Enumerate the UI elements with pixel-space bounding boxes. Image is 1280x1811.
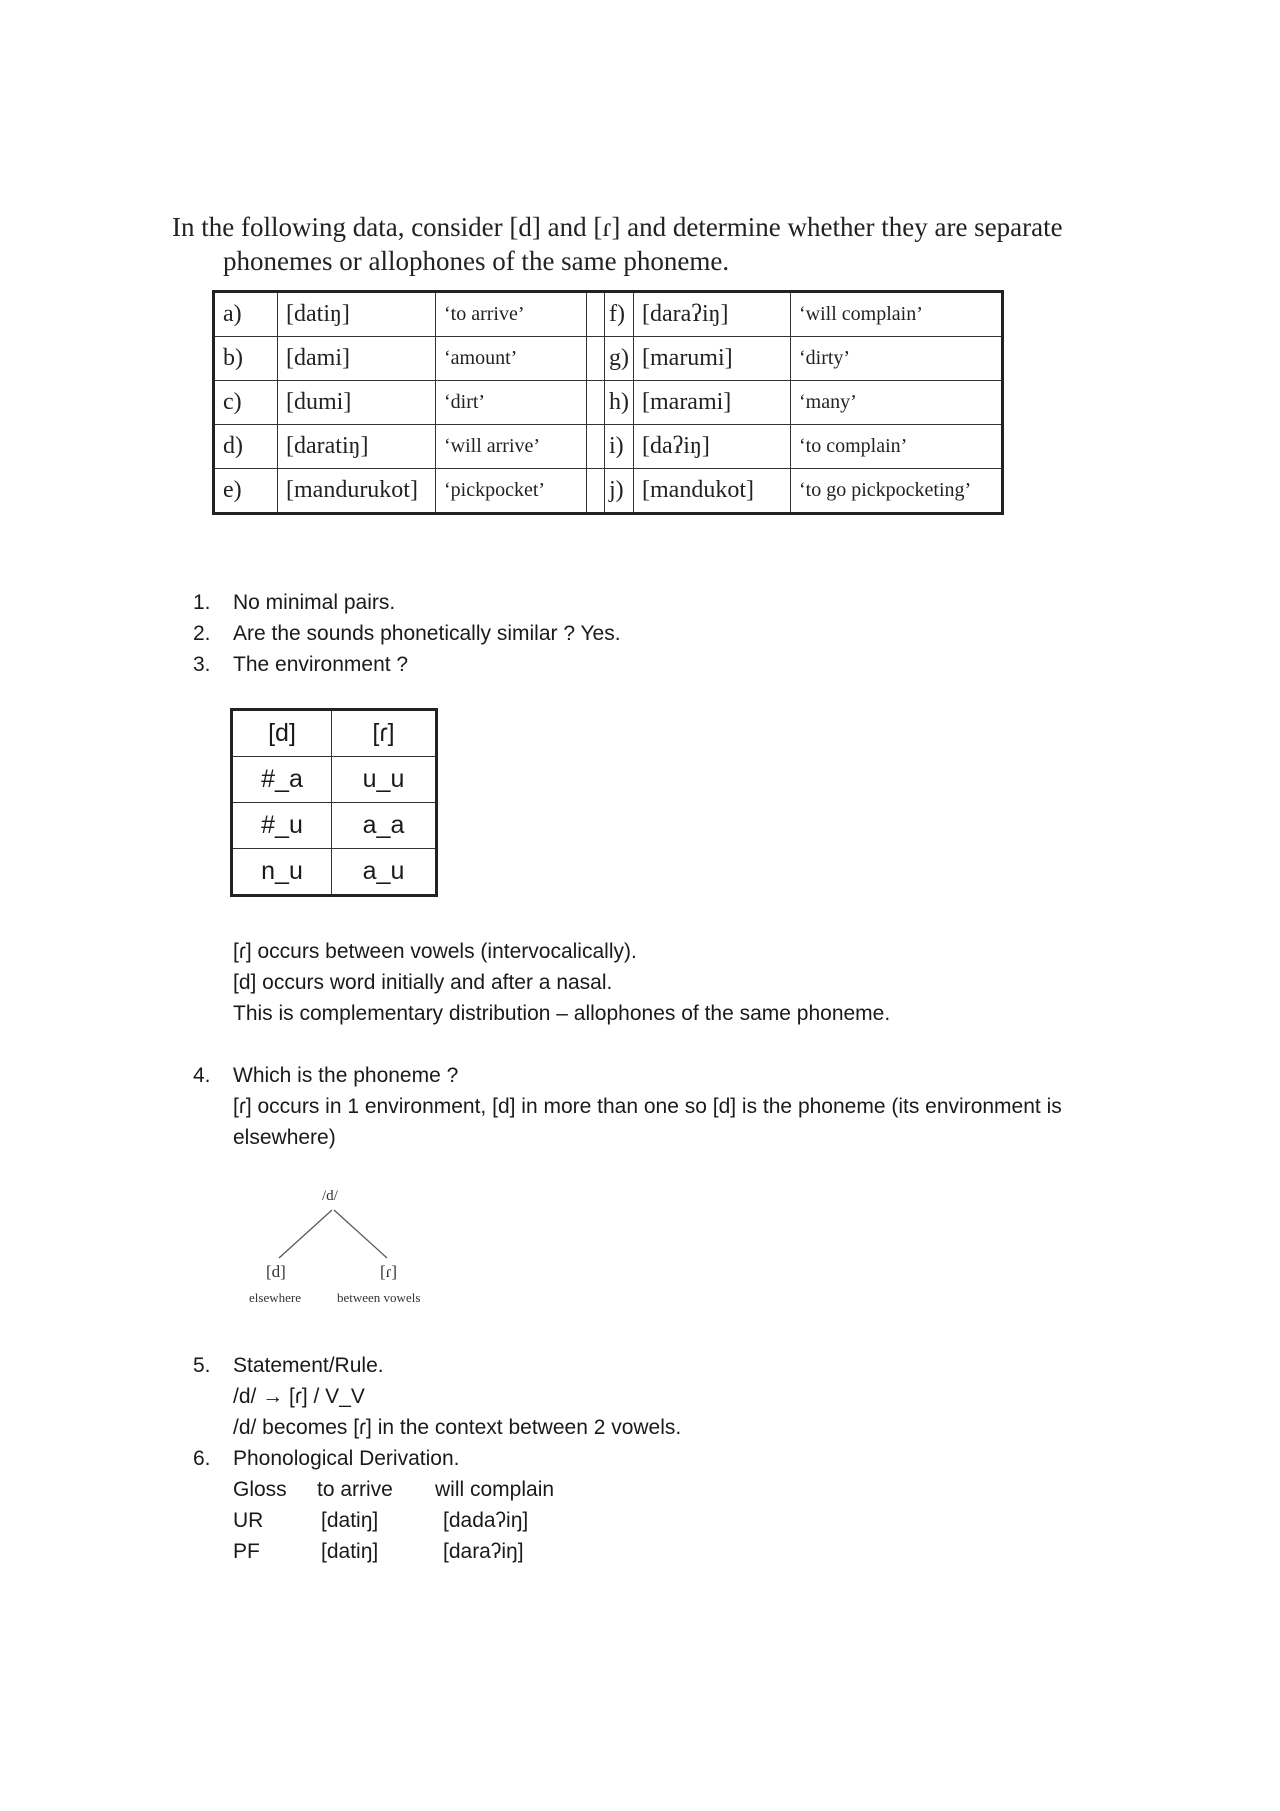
table-row bbox=[214, 292, 1003, 337]
list-number: 4. bbox=[193, 1064, 211, 1087]
gloss: ‘amount’ bbox=[436, 337, 587, 381]
spacer-cell bbox=[587, 337, 605, 381]
gloss: ‘dirty’ bbox=[791, 337, 1003, 381]
analysis-paragraph bbox=[233, 936, 890, 1029]
derivation-row bbox=[233, 1474, 1133, 1505]
tree-left-label: elsewhere bbox=[249, 1290, 301, 1305]
word-form: [mandukot] bbox=[634, 469, 791, 514]
list-item bbox=[193, 649, 621, 680]
item-label: c) bbox=[214, 381, 278, 425]
word-form: [datiŋ] bbox=[278, 292, 436, 337]
table-row bbox=[214, 337, 1003, 381]
list-number: 5. bbox=[193, 1354, 211, 1377]
analysis-line: [ɾ] occurs between vowels (intervocalically). bbox=[233, 940, 637, 963]
derivation-row bbox=[233, 1505, 1133, 1536]
table-row bbox=[214, 381, 1003, 425]
list-number: 1. bbox=[193, 591, 211, 614]
table-cell: #_u bbox=[232, 803, 332, 849]
intro-line-2: phonemes or allophones of the same phoneme. bbox=[223, 246, 730, 276]
word-form: [dumi] bbox=[278, 381, 436, 425]
step-4 bbox=[193, 1060, 1133, 1153]
left-branch-line bbox=[279, 1210, 332, 1258]
item-label: e) bbox=[214, 469, 278, 514]
steps-5-6 bbox=[193, 1350, 1133, 1567]
step-title: Which is the phoneme ? bbox=[233, 1064, 459, 1087]
data-table bbox=[212, 290, 1004, 515]
gloss: ‘many’ bbox=[791, 381, 1003, 425]
item-label: f) bbox=[605, 292, 634, 337]
list-number: 6. bbox=[193, 1447, 211, 1470]
step-title: Phonological Derivation. bbox=[233, 1447, 460, 1470]
gloss: ‘to arrive’ bbox=[436, 292, 587, 337]
phoneme-tree-diagram bbox=[233, 1188, 463, 1318]
tree-left-node: [d] bbox=[266, 1262, 286, 1281]
tree-right-label: between vowels bbox=[337, 1290, 421, 1305]
rule-explanation: /d/ becomes [ɾ] in the context between 2 vowels. bbox=[233, 1416, 682, 1439]
word-form: [daʔiŋ] bbox=[634, 425, 791, 469]
table-row bbox=[232, 757, 437, 803]
table-row bbox=[232, 849, 437, 896]
spacer-cell bbox=[587, 425, 605, 469]
analysis-line: This is complementary distribution – allophones of the same phoneme. bbox=[233, 1002, 891, 1025]
table-cell: a_u bbox=[332, 849, 437, 896]
item-label: b) bbox=[214, 337, 278, 381]
word-form: [marami] bbox=[634, 381, 791, 425]
steps-list bbox=[193, 587, 621, 680]
word-form: [daratiŋ] bbox=[278, 425, 436, 469]
step-text-line: elsewhere) bbox=[233, 1126, 336, 1149]
derivation-cell: to arrive bbox=[317, 1478, 393, 1501]
gloss: ‘will arrive’ bbox=[436, 425, 587, 469]
derivation-cell: will complain bbox=[435, 1478, 555, 1501]
list-text: No minimal pairs. bbox=[233, 591, 396, 614]
word-form: [daraʔiŋ] bbox=[634, 292, 791, 337]
derivation-label: PF bbox=[233, 1540, 260, 1563]
derivation-cell: [datiŋ] bbox=[321, 1540, 379, 1563]
table-row bbox=[232, 803, 437, 849]
derivation-label: UR bbox=[233, 1509, 264, 1532]
list-text: The environment ? bbox=[233, 653, 409, 676]
gloss: ‘pickpocket’ bbox=[436, 469, 587, 514]
table-row bbox=[214, 469, 1003, 514]
item-label: i) bbox=[605, 425, 634, 469]
derivation-cell: [dadaʔiŋ] bbox=[443, 1509, 529, 1532]
environment-table bbox=[230, 708, 438, 897]
gloss: ‘to go pickpocketing’ bbox=[791, 469, 1003, 514]
tree-right-node: [ɾ] bbox=[380, 1262, 397, 1281]
item-label: g) bbox=[605, 337, 634, 381]
table-header-row bbox=[232, 710, 437, 757]
word-form: [dami] bbox=[278, 337, 436, 381]
list-text: Are the sounds phonetically similar ? Yes. bbox=[233, 622, 621, 645]
item-label: j) bbox=[605, 469, 634, 514]
item-label: h) bbox=[605, 381, 634, 425]
intro-line-1: In the following data, consider [d] and [ɾ] and determine whether they are separate bbox=[172, 212, 1063, 242]
derivation-row bbox=[233, 1536, 1133, 1567]
right-branch-line bbox=[334, 1210, 387, 1258]
gloss: ‘will complain’ bbox=[791, 292, 1003, 337]
column-header: [ɾ] bbox=[332, 710, 437, 757]
list-item bbox=[193, 587, 621, 618]
table-cell: #_a bbox=[232, 757, 332, 803]
derivation-cell: [daraʔiŋ] bbox=[443, 1540, 524, 1563]
list-item bbox=[193, 1350, 1133, 1443]
analysis-line: [d] occurs word initially and after a nasal. bbox=[233, 971, 613, 994]
rule-formula: /d/ → [ɾ] / V_V bbox=[233, 1385, 365, 1408]
list-number: 3. bbox=[193, 653, 211, 676]
word-form: [marumi] bbox=[634, 337, 791, 381]
tree-root: /d/ bbox=[322, 1188, 338, 1204]
list-number: 2. bbox=[193, 622, 211, 645]
word-form: [mandurukot] bbox=[278, 469, 436, 514]
list-item bbox=[193, 1060, 1133, 1153]
gloss: ‘dirt’ bbox=[436, 381, 587, 425]
item-label: d) bbox=[214, 425, 278, 469]
table-cell: n_u bbox=[232, 849, 332, 896]
spacer-cell bbox=[587, 469, 605, 514]
spacer-cell bbox=[587, 292, 605, 337]
table-row bbox=[214, 425, 1003, 469]
step-title: Statement/Rule. bbox=[233, 1354, 384, 1377]
gloss: ‘to complain’ bbox=[791, 425, 1003, 469]
item-label: a) bbox=[214, 292, 278, 337]
table-cell: u_u bbox=[332, 757, 437, 803]
derivation-label: Gloss bbox=[233, 1478, 287, 1501]
spacer-cell bbox=[587, 381, 605, 425]
step-text-line: [ɾ] occurs in 1 environment, [d] in more than one so [d] is the phoneme (its environment is bbox=[233, 1095, 1062, 1118]
column-header: [d] bbox=[232, 710, 332, 757]
list-item bbox=[193, 618, 621, 649]
derivation-cell: [datiŋ] bbox=[321, 1509, 379, 1532]
intro-text bbox=[172, 210, 1112, 278]
list-item bbox=[193, 1443, 1133, 1567]
table-cell: a_a bbox=[332, 803, 437, 849]
derivation-table bbox=[233, 1474, 1133, 1567]
